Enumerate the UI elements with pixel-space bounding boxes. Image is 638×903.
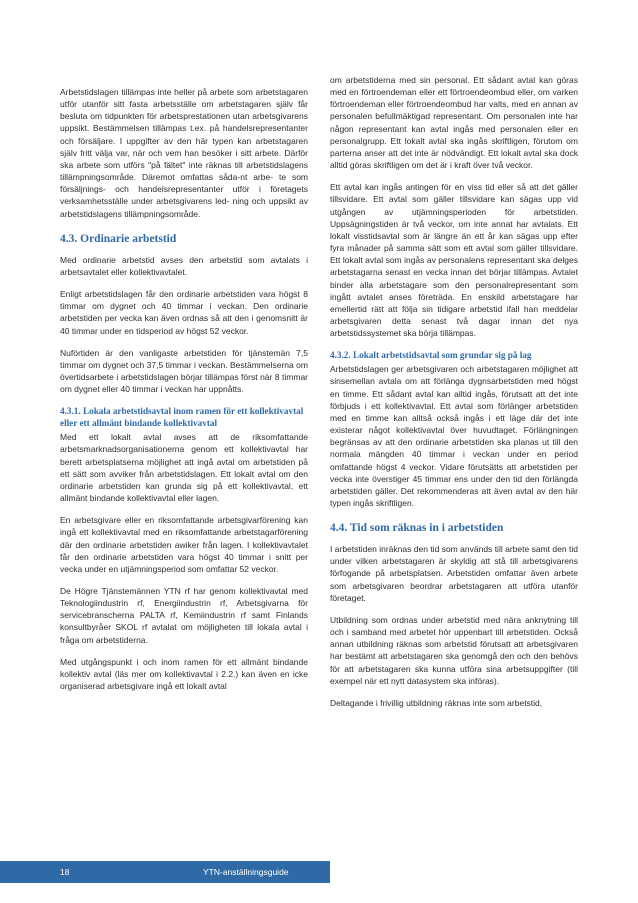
footer-bar <box>0 861 330 883</box>
paragraph: En arbetsgivare eller en riksomfattande arbetsgivarförening kan ingå ett kollektivavtal med en riksomfattande arbetstagarförening där den ordinarie arbetstiden awiker från lagen. I kollektivavtalet får den ordinarie arbetstiden vara högst 40 timmar i snitt per vecka under en utjämningsperiod som omfattar 52 veckor. <box>60 515 308 574</box>
footer-title: YTN-anställningsguide <box>203 867 289 877</box>
paragraph: Arbetstidslagen ger arbetsgivaren och arbetstagaren möjlighet att sinsemellan avtala om att förlänga dygnsarbetstiden med högst en timme. Ett sådant avtal kan alltid ingås, förutsatt att det inte förbjuds i ett kollektivavtal. Ett avtal som förlänger arbetstiden med en timme kan alltså också ingås i ett läge där det inte existerar något kollektivavtal över huvudtaget. Förlängningen begränsas av att den ordinarie arbetstiden ska planas ut till den normala mängden 40 timmar i veckan under en period omfattande högst 4 veckor. Vidare förutsätts att arbetstiden per vecka inte överstiger 45 timmar ens under den tid den förlängda arbetstiden gäller. Det rekommenderas att även avtal av den här typen ingås skriftligen. <box>330 364 578 508</box>
section-heading-4-4: 4.4. Tid som räknas in i arbetstiden <box>330 522 504 535</box>
paragraph: Med utgångspunkt i och inom ramen för ett allmänt bindande kollektiv avtal (läs mer om kollektivavtal i 2.2.) kan även en icke organiserad arbetsgivare ingå ett lokalt avtal <box>60 656 308 692</box>
paragraph: Med ett lokalt avtal avses att de riksomfattande arbetsmarknadsorganisationerna genom ett kollektivavtal har berett arbetsplatserna möjlighet att ingå avtal om arbetstiden på ett sätt som avviker från arbetstidslagen. Ett lokalt avtal om den ordinarie arbetstiden kan grunda sig på ett kollektivavtal, ett allmänt bindande kollektivavtal eller lagen. <box>60 432 308 504</box>
page-number: 18 <box>60 867 70 877</box>
right-column <box>330 74 578 719</box>
left-column <box>60 74 308 702</box>
paragraph: Med ordinarie arbetstid avses den arbetstid som avtalats i arbetsavtalet eller kollektivavtalet. <box>60 254 308 277</box>
paragraph: om arbetstiderna med sin personal. Ett sådant avtal kan göras med en förtroendeman eller ett förtroendeombud eller, om varken förtroendeman eller förtroendeombud har valts, med en annan av personalen befullmäktigad representant. Om personalen inte har någon representant kan avtal ingås med personalen eller en personalgrupp. Ett lokalt avtal ska ingås skriftligen, förutom om parterna anser att det inte är nödvändigt. Ett lokalt avtal ska dock alltid göras skriftligen om det är i kraft över två veckor. <box>330 75 578 171</box>
paragraph: De Högre Tjänstemännen YTN rf har genom kollektivavtal med Teknologiindustrin rf, Energiindustrin rf, Arbetsgivarna för servicebranscherna PALTA rf, Kemiindustrin rf samt Finlands konsultbyråer SKOL rf avtalat om möjligheten till lokala avtal i fråga om arbetstiderna. <box>60 586 308 645</box>
section-heading-4-3: 4.3. Ordinarie arbetstid <box>60 232 177 245</box>
paragraph: Enligt arbetstidslagen får den ordinarie arbetstiden vara högst 8 timmar om dygnet och 40 timmar i veckan. Den ordinarie arbetstiden per vecka kan även ordnas så att den i genomsnitt är 40 timmar under en tidsperiod av högst 52 veckor. <box>60 289 308 336</box>
paragraph: Arbetstidslagen tillämpas inte heller på arbete som arbetstagaren utför utanför sitt fasta arbetsställe om arbetstagaren själv får besluta om tidpunkten för arbetsprestationen utan arbetsgivarens uppsikt. Bestämmelsen tillämpas t.ex. på handelsrepresentanter och försäljare. I uppgifter av den här typen kan arbetstagaren själv fritt välja var, när och vem han besöker i sitt arbete. Därför ska arbete som utförs "på fältet" inte räknas till arbetstidslagens tillämpningsområde. Däremot omfattas såda-nt arbe- te som försäljnings- och handelsrepresentanter utför i företagets verksamhetsställe under arbetsgivarens led- ning och uppsikt av arbetstidslagens tillämpningsområde. <box>60 87 308 219</box>
paragraph: Ett avtal kan ingås antingen för en viss tid eller så att det gäller tillsvidare. Ett avtal som gäller tillsvidare kan sägas upp vid utgången av utjämningsperioden för arbetstiden. Uppsägningstiden är två veckor, om inte annat har avtalats. Ett lokalt visstidsavtal som är längre än ett år kan sägas upp efter fyra månader på samma sätt som ett avtal som gäller tillsvidare. Ett lokalt avtal som ingås av personalens representant ska delges arbetstagarna senast en vecka innan det börjar tillämpas. Avtalet binder alla arbetstagare som den personalrepresentant som ingått avtalet anses företräda. En enskild arbetstagare har emellertid rätt att följa sin tidigare arbetstid ifall han meddelar arbetsgivaren detta senast två dagar innan det nya arbetstidssystemet ska börja tillämpas. <box>330 182 578 339</box>
paragraph: I arbetstiden inräknas den tid som används till arbete samt den tid under vilken arbetstagaren är skyldig att stå till arbetsgivarens förfogande på arbetsplatsen. Arbetstiden omfattar även arbete som arbetsgivaren beordrar arbetstagaren att utföra utanför företaget. <box>330 544 578 603</box>
section-heading-4-3-1: 4.3.1. Lokala arbetstidsavtal inom ramen för ett kollektivavtal eller ett allmänt bindande kollektivavtal <box>60 406 304 429</box>
paragraph: Deltagande i frivillig utbildning räknas inte som arbetstid, <box>330 697 543 708</box>
section-heading-4-3-2: 4.3.2. Lokalt arbetstidsavtal som grundar sig på lag <box>330 350 532 361</box>
paragraph: Utbildning som ordnas under arbetstid med nära anknytning till och i samband med arbetet hör uppenbart till arbetstiden. Också annan utbildning räknas som arbetstid förutsatt att arbetsgivaren har bestämt att arbetstagaren ska genomgå den och den behövs för att arbetstagaren ska kunna utföra sina arbetsuppgifter (till exempel när ett nytt datasystem ska införas). <box>330 614 578 686</box>
paragraph: Nuförtiden är den vanligaste arbetstiden för tjänstemän 7,5 timmar om dygnet och 37,5 timmar i veckan. Bestämmelserna om övertidsarbete i arbetstidslagen börjar tillämpas först när 8 timmar om dygnet eller 40 timmar i veckan har uppnåtts. <box>60 347 308 395</box>
